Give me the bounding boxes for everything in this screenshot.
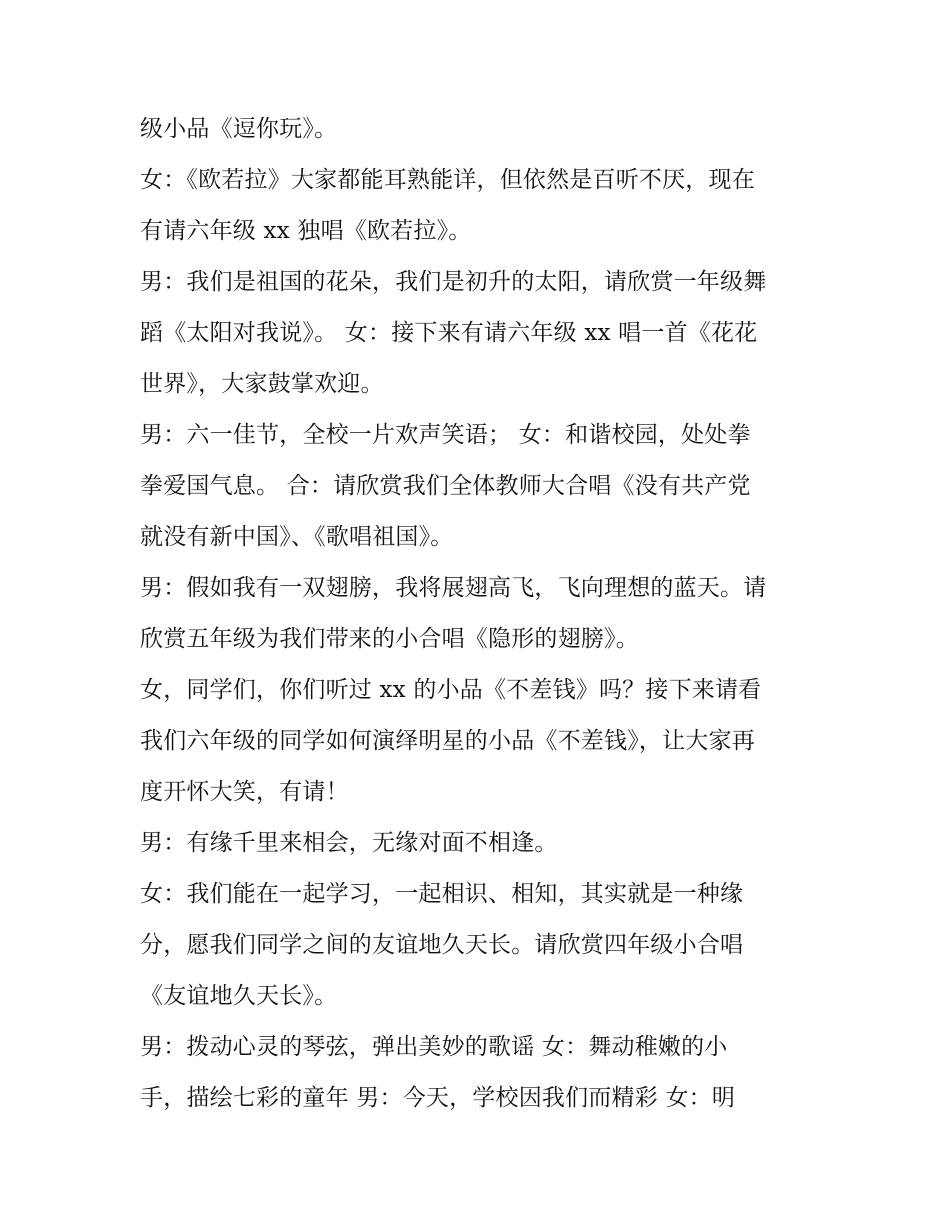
- text-line: 有请六年级 xx 独唱《欧若拉》。: [140, 218, 472, 244]
- text-line: 男：拨动心灵的琴弦，弹出美妙的歌谣 女：舞动稚嫩的小: [140, 1034, 728, 1060]
- text-line: 度开怀大笑，有请！: [140, 779, 349, 805]
- text-line: 世界》，大家鼓掌欢迎。: [140, 371, 384, 397]
- text-line: 欣赏五年级为我们带来的小合唱《隐形的翅膀》。: [140, 626, 639, 652]
- text-line: 拳爱国气息。 合：请欣赏我们全体教师大合唱《没有共产党: [140, 473, 751, 499]
- text-line: 男：我们是祖国的花朵，我们是初升的太阳，请欣赏一年级舞: [140, 269, 767, 295]
- text-line: 分，愿我们同学之间的友谊地久天长。请欣赏四年级小合唱: [140, 932, 744, 958]
- text-line: 女：我们能在一起学习，一起相识、相知，其实就是一种缘: [140, 881, 744, 907]
- text-line: 蹈《太阳对我说》。 女：接下来有请六年级 xx 唱一首《花花: [140, 320, 758, 346]
- text-line: 就没有新中国》、《歌唱祖国》。: [140, 524, 454, 550]
- text-line: 男：有缘千里来相会，无缘对面不相逢。: [140, 830, 558, 856]
- text-line: 《友谊地久天长》。: [140, 983, 338, 1009]
- text-line: 女：《欧若拉》大家都能耳熟能详，但依然是百听不厌，现在: [140, 167, 755, 193]
- document-body: [140, 104, 830, 1124]
- text-line: 我们六年级的同学如何演绎明星的小品《不差钱》，让大家再: [140, 728, 755, 754]
- text-line: 男：六一佳节，全校一片欢声笑语； 女：和谐校园，处处拳: [140, 422, 751, 448]
- text-line: 女，同学们，你们听过 xx 的小品《不差钱》吗？接下来请看: [140, 677, 762, 703]
- text-line: 级小品《逗你玩》。: [140, 116, 338, 142]
- text-line: 男：假如我有一双翅膀，我将展翅高飞，飞向理想的蓝天。请: [140, 575, 767, 601]
- text-line: 手，描绘七彩的童年 男：今天，学校因我们而精彩 女：明: [140, 1085, 736, 1111]
